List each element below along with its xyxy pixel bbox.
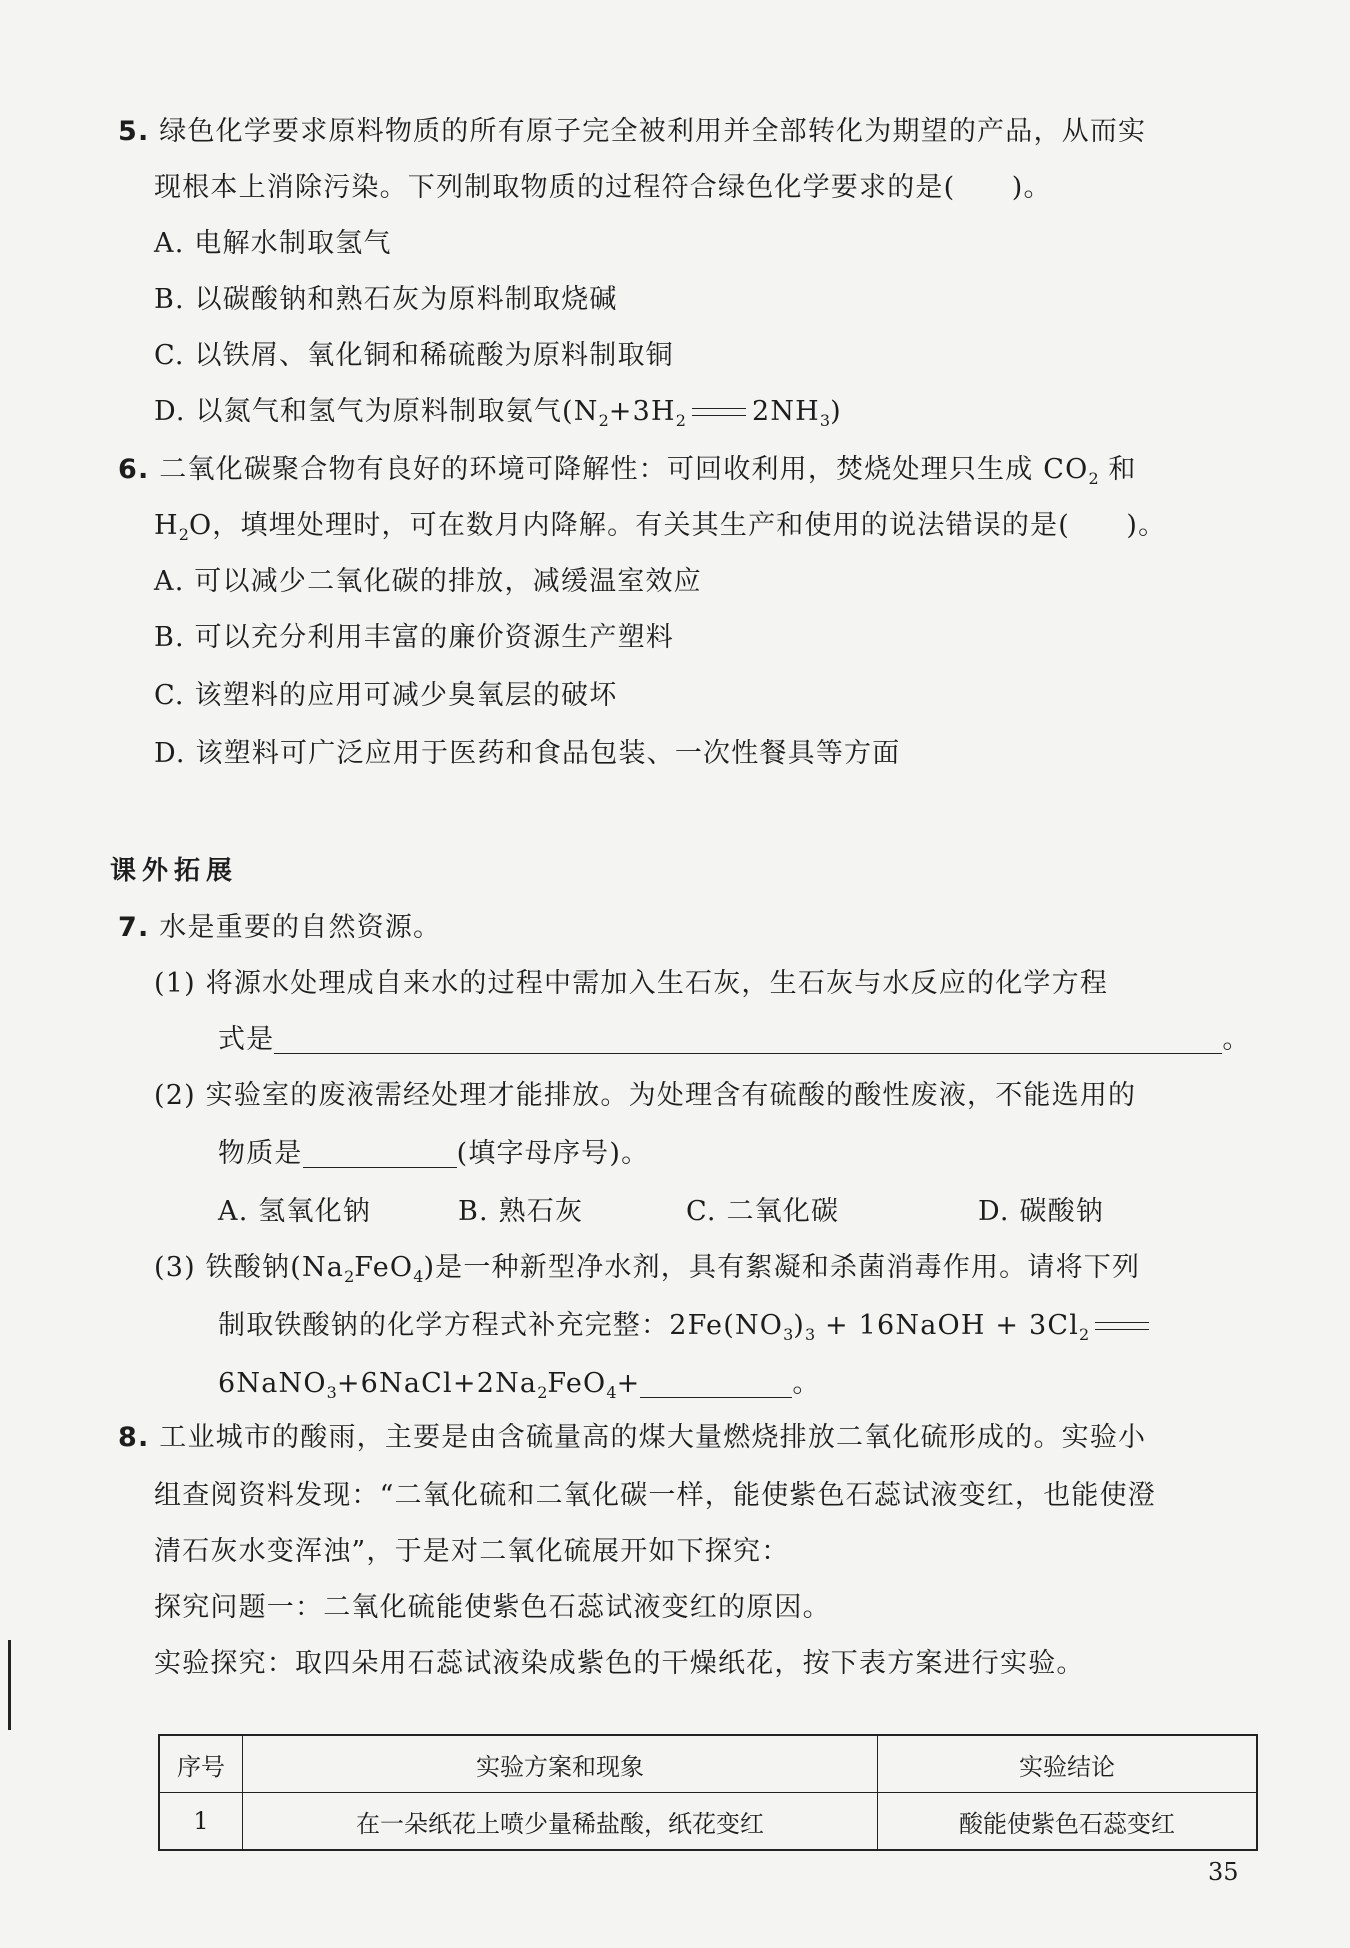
answer-blank[interactable] (640, 1369, 792, 1398)
q8-number: 8. (118, 1422, 150, 1453)
table-cell: 在一朵纸花上喷少量稀盐酸，纸花变红 (243, 1793, 878, 1851)
q5-option-d: D. 以氮气和氢气为原料制取氨气($N_2+3H_2$ $2NH_3$) (154, 396, 842, 430)
table-header-cell: 序号 (159, 1735, 243, 1793)
answer-blank[interactable] (274, 1025, 1222, 1054)
experiment-table (158, 1734, 1258, 1851)
q7-part3-line2: 制取铁酸钠的化学方程式补充完整：$2Fe(NO_3)_3$ + 16NaOH + $3Cl_2$ (218, 1306, 1155, 1355)
table-header-cell: 实验结论 (878, 1735, 1258, 1793)
q6-stem-line1: 6. 二氧化碳聚合物有良好的环境可降解性：可回收利用，焚烧处理只生成 $CO_2$ 和 (118, 454, 1137, 488)
table-cell: 酸能使紫色石蕊变红 (878, 1793, 1258, 1851)
q8-line2: 组查阅资料发现：“二氧化硫和二氧化碳一样，能使紫色石蕊试液变红，也能使澄 (154, 1480, 1157, 1511)
q5-stem-line1: 5. 绿色化学要求原料物质的所有原子完全被利用并全部转化为期望的产品，从而实 (118, 116, 1147, 147)
q5-number: 5. (118, 116, 150, 147)
q7-part3-line1: (3) 铁酸钠$(Na_2FeO_4)$是一种新型净水剂，具有絮凝和杀菌消毒作用。请将下列 (154, 1252, 1141, 1286)
q6-option-a: A. 可以减少二氧化碳的排放，减缓温室效应 (154, 566, 702, 597)
section-title: 课外拓展 (110, 856, 239, 886)
equals-sign-icon (692, 408, 746, 416)
page-number: 35 (1208, 1858, 1239, 1886)
q6-option-d: D. 该塑料可广泛应用于医药和食品包装、一次性餐具等方面 (154, 738, 901, 769)
q5-option-c: C. 以铁屑、氧化铜和稀硫酸为原料制取铜 (154, 340, 674, 371)
binding-edge-mark (8, 1640, 11, 1730)
q6-option-c: C. 该塑料的应用可减少臭氧层的破坏 (154, 680, 618, 711)
q8-line5: 实验探究：取四朵用石蕊试液染成紫色的干燥纸花，按下表方案进行实验。 (154, 1648, 1085, 1679)
q7-part3-line3: $6NaNO_3+6NaCl+2Na_2FeO_4+$ 。 (218, 1368, 821, 1402)
q7-part2-line1: (2) 实验室的废液需经处理才能排放。为处理含有硫酸的酸性废液，不能选用的 (154, 1080, 1137, 1111)
q6-stem-line2: $H_2O$，填埋处理时，可在数月内降解。有关其生产和使用的说法错误的是( )。 (154, 510, 1167, 544)
q5-option-b: B. 以碳酸钠和熟石灰为原料制取烧碱 (154, 284, 618, 315)
answer-blank[interactable] (303, 1139, 457, 1168)
table-header-row (159, 1735, 1257, 1793)
q7-stem: 7. 水是重要的自然资源。 (118, 912, 442, 943)
q7-part2-line2: 物质是 (填字母序号)。 (218, 1138, 650, 1169)
q6-option-b: B. 可以充分利用丰富的廉价资源生产塑料 (154, 622, 675, 653)
table-header-cell: 实验方案和现象 (243, 1735, 878, 1793)
q7-part2-option-b: B. 熟石灰 (458, 1196, 584, 1227)
equals-sign-icon (1095, 1322, 1149, 1330)
q8-line3: 清石灰水变浑浊”，于是对二氧化硫展开如下探究： (154, 1536, 790, 1567)
q5-option-a: A. 电解水制取氢气 (154, 228, 392, 259)
q7-part2-option-c: C. 二氧化碳 (686, 1196, 840, 1227)
q8-line1: 8. 工业城市的酸雨，主要是由含硫量高的煤大量燃烧排放二氧化硫形成的。实验小 (118, 1422, 1147, 1453)
table-row (159, 1793, 1257, 1851)
table-cell: 1 (159, 1793, 243, 1851)
q7-part1-line1: (1) 将源水处理成自来水的过程中需加入生石灰，生石灰与水反应的化学方程 (154, 968, 1109, 999)
q7-part1-line2: 式是 。 (218, 1024, 1251, 1055)
q5-stem-line2: 现根本上消除污染。下列制取物质的过程符合绿色化学要求的是( )。 (154, 172, 1052, 203)
q7-part2-option-d: D. 碳酸钠 (978, 1196, 1105, 1227)
q7-part2-option-a: A. 氢氧化钠 (218, 1196, 372, 1227)
q8-line4: 探究问题一：二氧化硫能使紫色石蕊试液变红的原因。 (154, 1592, 831, 1623)
q6-number: 6. (118, 454, 150, 485)
q7-number: 7. (118, 912, 150, 943)
